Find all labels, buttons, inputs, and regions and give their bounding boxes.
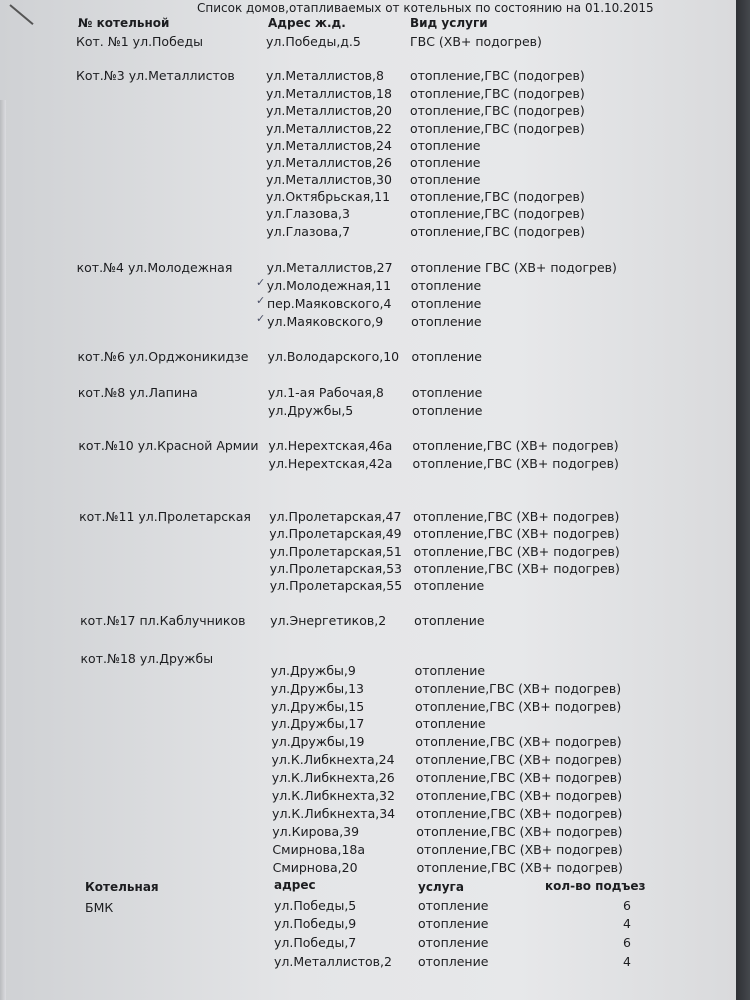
row-service: отопление [414,663,486,678]
bmk-row-address: ул.Победы,9 [274,916,357,931]
row-service: отопление,ГВС (подогрев) [410,206,585,221]
row-address: Смирнова,20 [272,860,358,875]
row-address: ул.К.Либкнехта,32 [271,788,395,803]
row-service: отопление,ГВС (подогрев) [410,103,585,118]
row-address: ул.Металлистов,18 [266,86,392,101]
row-address: ул.Октябрьская,11 [266,189,391,204]
row-address: ул.Энергетиков,2 [270,613,387,628]
check-mark: ✓ [256,294,266,307]
bmk-row-address: ул.Победы,7 [274,935,357,950]
row-address: ул.Металлистов,24 [266,138,392,153]
row-address: ул.Молодежная,11 [266,278,392,293]
row-service: отопление [411,314,482,329]
row-address: ул.Победы,д.5 [266,34,361,49]
row-address: ул.Дружбы,15 [270,699,365,714]
row-boiler: кот.№18 ул.Дружбы [80,651,214,666]
bmk-header-address: адрес [274,878,316,892]
paper-fold-shadow [0,100,6,1000]
bmk-row-address: ул.Победы,5 [274,898,357,913]
row-address: ул.Нерехтская,42а [268,456,393,471]
bmk-row-entrances: 6 [623,935,631,950]
row-service: отопление ГВС (ХВ+ подогрев) [410,260,617,275]
row-service: отопление,ГВС (ХВ+ подогрев) [416,806,623,821]
row-address: ул.Металлистов,27 [266,260,393,275]
bmk-row-entrances: 4 [623,916,631,931]
row-service: отопление,ГВС (ХВ+ подогрев) [414,699,622,714]
header-boiler: № котельной [78,16,170,30]
row-boiler: кот.№4 ул.Молодежная [76,260,233,275]
row-service: отопление [411,385,483,400]
row-boiler: кот.№8 ул.Лапина [77,385,198,400]
row-address: ул.Металлистов,22 [266,121,392,136]
row-service: отопление,ГВС (ХВ+ подогрев) [412,438,619,453]
row-address: ул.Дружбы,19 [271,734,365,749]
row-service: отопление,ГВС (подогрев) [410,121,585,136]
row-address: ул.К.Либкнехта,24 [271,752,395,767]
bmk-row-service: отопление [418,916,489,931]
row-address: ул.Пролетарская,55 [269,578,403,593]
row-service: отопление [415,716,486,731]
row-service: отопление,ГВС (ХВ+ подогрев) [413,509,620,524]
row-address: ул.Металлистов,30 [266,172,392,187]
row-service: ГВС (ХВ+ подогрев) [410,34,542,49]
bmk-row-entrances: 6 [623,898,631,913]
row-service: отопление,ГВС (ХВ+ подогрев) [416,824,623,839]
row-address: ул.Дружбы,17 [271,716,365,731]
bmk-row-address: ул.Металлистов,2 [274,954,392,969]
background-edge [736,0,750,1000]
row-service: отопление [410,172,481,187]
bmk-row-service: отопление [418,898,489,913]
row-service: отопление,ГВС (ХВ+ подогрев) [415,752,622,767]
row-service: отопление,ГВС (подогрев) [410,189,585,204]
row-address: ул.К.Либкнехта,26 [271,770,395,785]
document-title: Список домов,отапливаемых от котельных по состоянию на 01.10.2015 [197,1,654,15]
check-mark: ✓ [256,312,266,325]
row-address: ул.Пролетарская,51 [269,544,402,559]
bmk-row-entrances: 4 [623,954,631,969]
row-address: ул.1-ая Рабочая,8 [267,385,384,400]
row-service: отопление,ГВС (ХВ+ подогрев) [416,842,623,857]
row-address: ул.Пролетарская,49 [269,526,402,541]
row-address: ул.Металлистов,20 [266,103,392,118]
bmk-header-boiler: Котельная [85,880,159,894]
row-service: отопление [410,278,482,293]
bmk-header-service: услуга [418,880,464,894]
row-address: ул.Металлистов,8 [266,68,384,83]
bmk-row-service: отопление [418,935,489,950]
row-address: ул.Володарского,10 [267,349,400,364]
row-service: отопление,ГВС (ХВ+ подогрев) [415,734,622,749]
row-address: ул.Глазова,7 [266,224,351,239]
row-service: отопление,ГВС (ХВ+ подогрев) [413,561,620,576]
row-service: отопление [412,403,483,418]
row-boiler: кот.№6 ул.Орджоникидзе [77,349,249,364]
row-boiler: кот.№11 ул.Пролетарская [79,509,251,524]
row-address: ул.Дружбы,5 [268,403,354,418]
row-service: отопление,ГВС (подогрев) [410,224,585,239]
row-address: ул.Металлистов,26 [266,155,392,170]
row-boiler: кот.№10 ул.Красной Армии [78,438,259,453]
pen-mark [9,4,33,25]
header-service: Вид услуги [410,16,488,30]
row-address: ул.Дружбы,13 [270,681,364,696]
row-service: отопление [410,155,481,170]
row-boiler: Кот. №1 ул.Победы [76,34,203,49]
row-service: отопление,ГВС (ХВ+ подогрев) [413,544,620,559]
row-address: Смирнова,18а [272,842,366,857]
row-service: отопление,ГВС (ХВ+ подогрев) [415,788,623,803]
row-service: отопление [410,296,482,311]
check-mark: ✓ [256,276,266,289]
row-service: отопление,ГВС (ХВ+ подогрев) [416,860,623,875]
row-service: отопление [413,578,485,593]
row-service: отопление,ГВС (подогрев) [410,68,585,83]
row-service: отопление [411,349,482,364]
row-service: отопление [414,613,485,628]
row-boiler: кот.№17 пл.Каблучников [80,613,246,628]
bmk-header-entrances: кол-во подъез [545,879,646,893]
row-address: ул.Нерехтская,46а [268,438,393,453]
row-address: ул.Пролетарская,47 [269,509,402,524]
row-address: ул.Глазова,3 [266,206,350,221]
row-address: пер.Маяковского,4 [266,296,392,311]
row-service: отопление,ГВС (ХВ+ подогрев) [414,681,622,696]
row-address: ул.Кирова,39 [272,824,360,839]
row-service: отопление,ГВС (подогрев) [410,86,585,101]
row-service: отопление [410,138,481,153]
row-address: ул.К.Либкнехта,34 [272,806,396,821]
row-boiler: Кот.№3 ул.Металлистов [76,68,235,83]
row-address: ул.Дружбы,9 [270,663,356,678]
row-service: отопление,ГВС (ХВ+ подогрев) [412,456,619,471]
row-service: отопление,ГВС (ХВ+ подогрев) [415,770,622,785]
row-address: ул.Маяковского,9 [267,314,384,329]
row-service: отопление,ГВС (ХВ+ подогрев) [413,526,620,541]
bmk-name: БМК [85,900,114,915]
row-address: ул.Пролетарская,53 [269,561,402,576]
bmk-row-service: отопление [418,954,489,969]
header-address: Адрес ж.д. [268,16,346,30]
